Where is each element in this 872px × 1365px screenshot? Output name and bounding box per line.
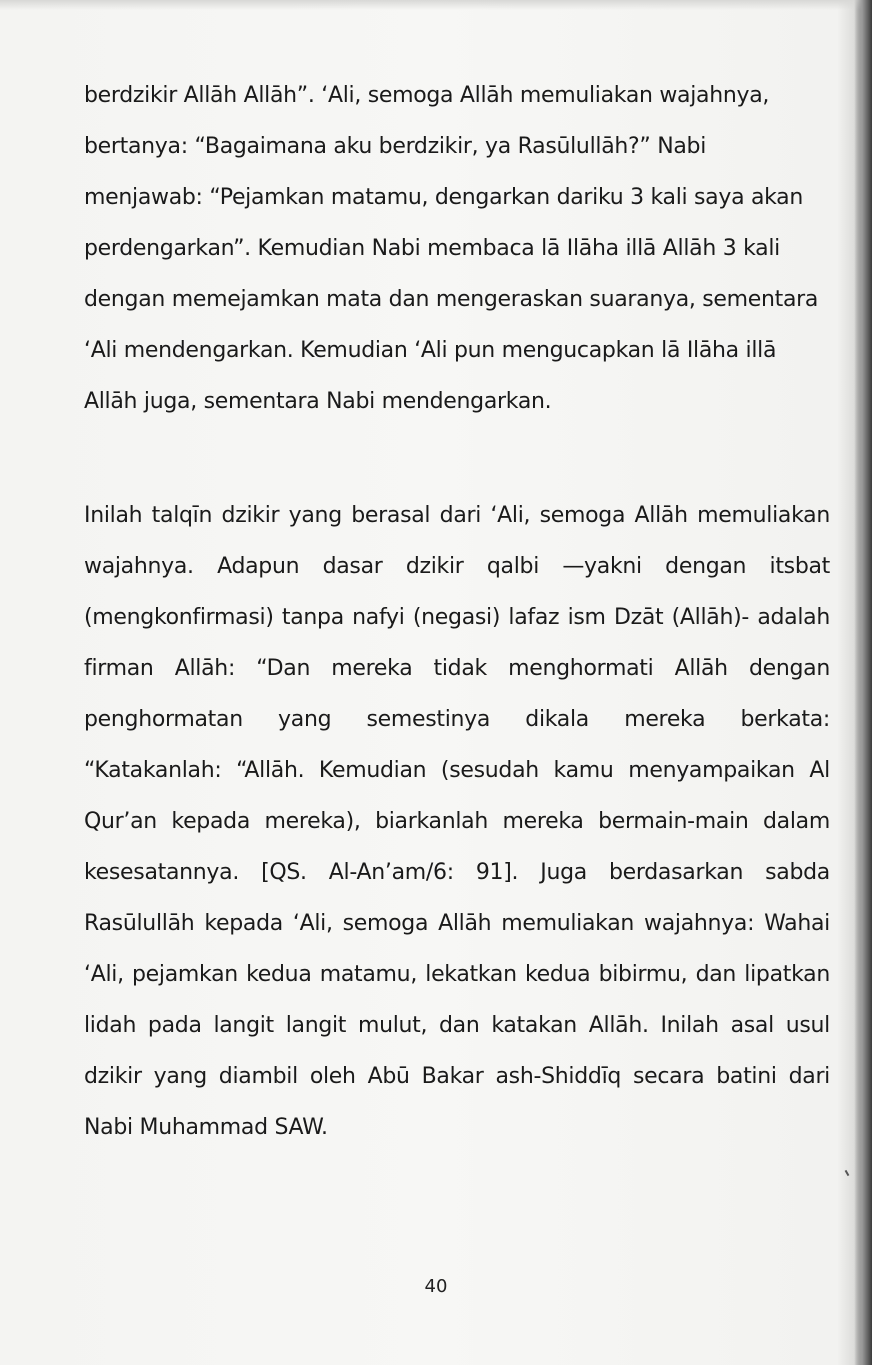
top-edge-shadow — [0, 0, 872, 10]
paragraph-2: Inilah talqīn dzikir yang berasal dari ‘Ali, semoga Allāh memuliakan wajahnya. Adapun dasar dzikir qalbi —yakni dengan itsbat (mengkonfirmasi) tanpa nafyi (negasi) lafaz ism Dzāt (Allāh)- adalah firman Allāh: “Dan mereka tidak menghormati Allāh dengan penghormatan yang semestinya dikala mereka berkata: “Katakanlah: “Allāh. Kemudian (sesudah kamu menyampaikan Al Qur’an kepada mereka), biarkanlah mereka bermain-main dalam kesesatannya. [QS. Al-An’am/6: 91]. Juga berdasarkan sabda Rasūlullāh kepada ‘Ali, semoga Allāh memuliakan wajahnya: Wahai ‘Ali, pejamkan kedua matamu, lekatkan kedua bibirmu, dan lipatkan lidah pada langit langit mulut, dan katakan Allāh. Inilah asal usul dzikir yang diambil oleh Abū Bakar ash-Shiddīq secara batini dari Nabi Muhammad SAW. — [84, 503, 830, 1140]
paragraph-1: berdzikir Allāh Allāh”. ‘Ali, semoga Allāh memuliakan wajahnya, bertanya: “Bagaimana aku berdzikir, ya Rasūlullāh?” Nabi menjawab: “Pejamkan matamu, dengarkan dariku 3 kali saya akan perdengarkan”. Kemudian Nabi membaca lā Ilāha illā Allāh 3 kali dengan memejamkan mata dan mengeraskan suaranya, sementara ‘Ali mendengarkan. Kemudian ‘Ali pun mengucapkan lā Ilāha illā Allāh juga, sementara Nabi mendengarkan. — [84, 83, 819, 414]
spine-shadow — [854, 0, 872, 1365]
page-number: 40 — [424, 1276, 448, 1297]
scan-speck — [845, 1170, 850, 1176]
